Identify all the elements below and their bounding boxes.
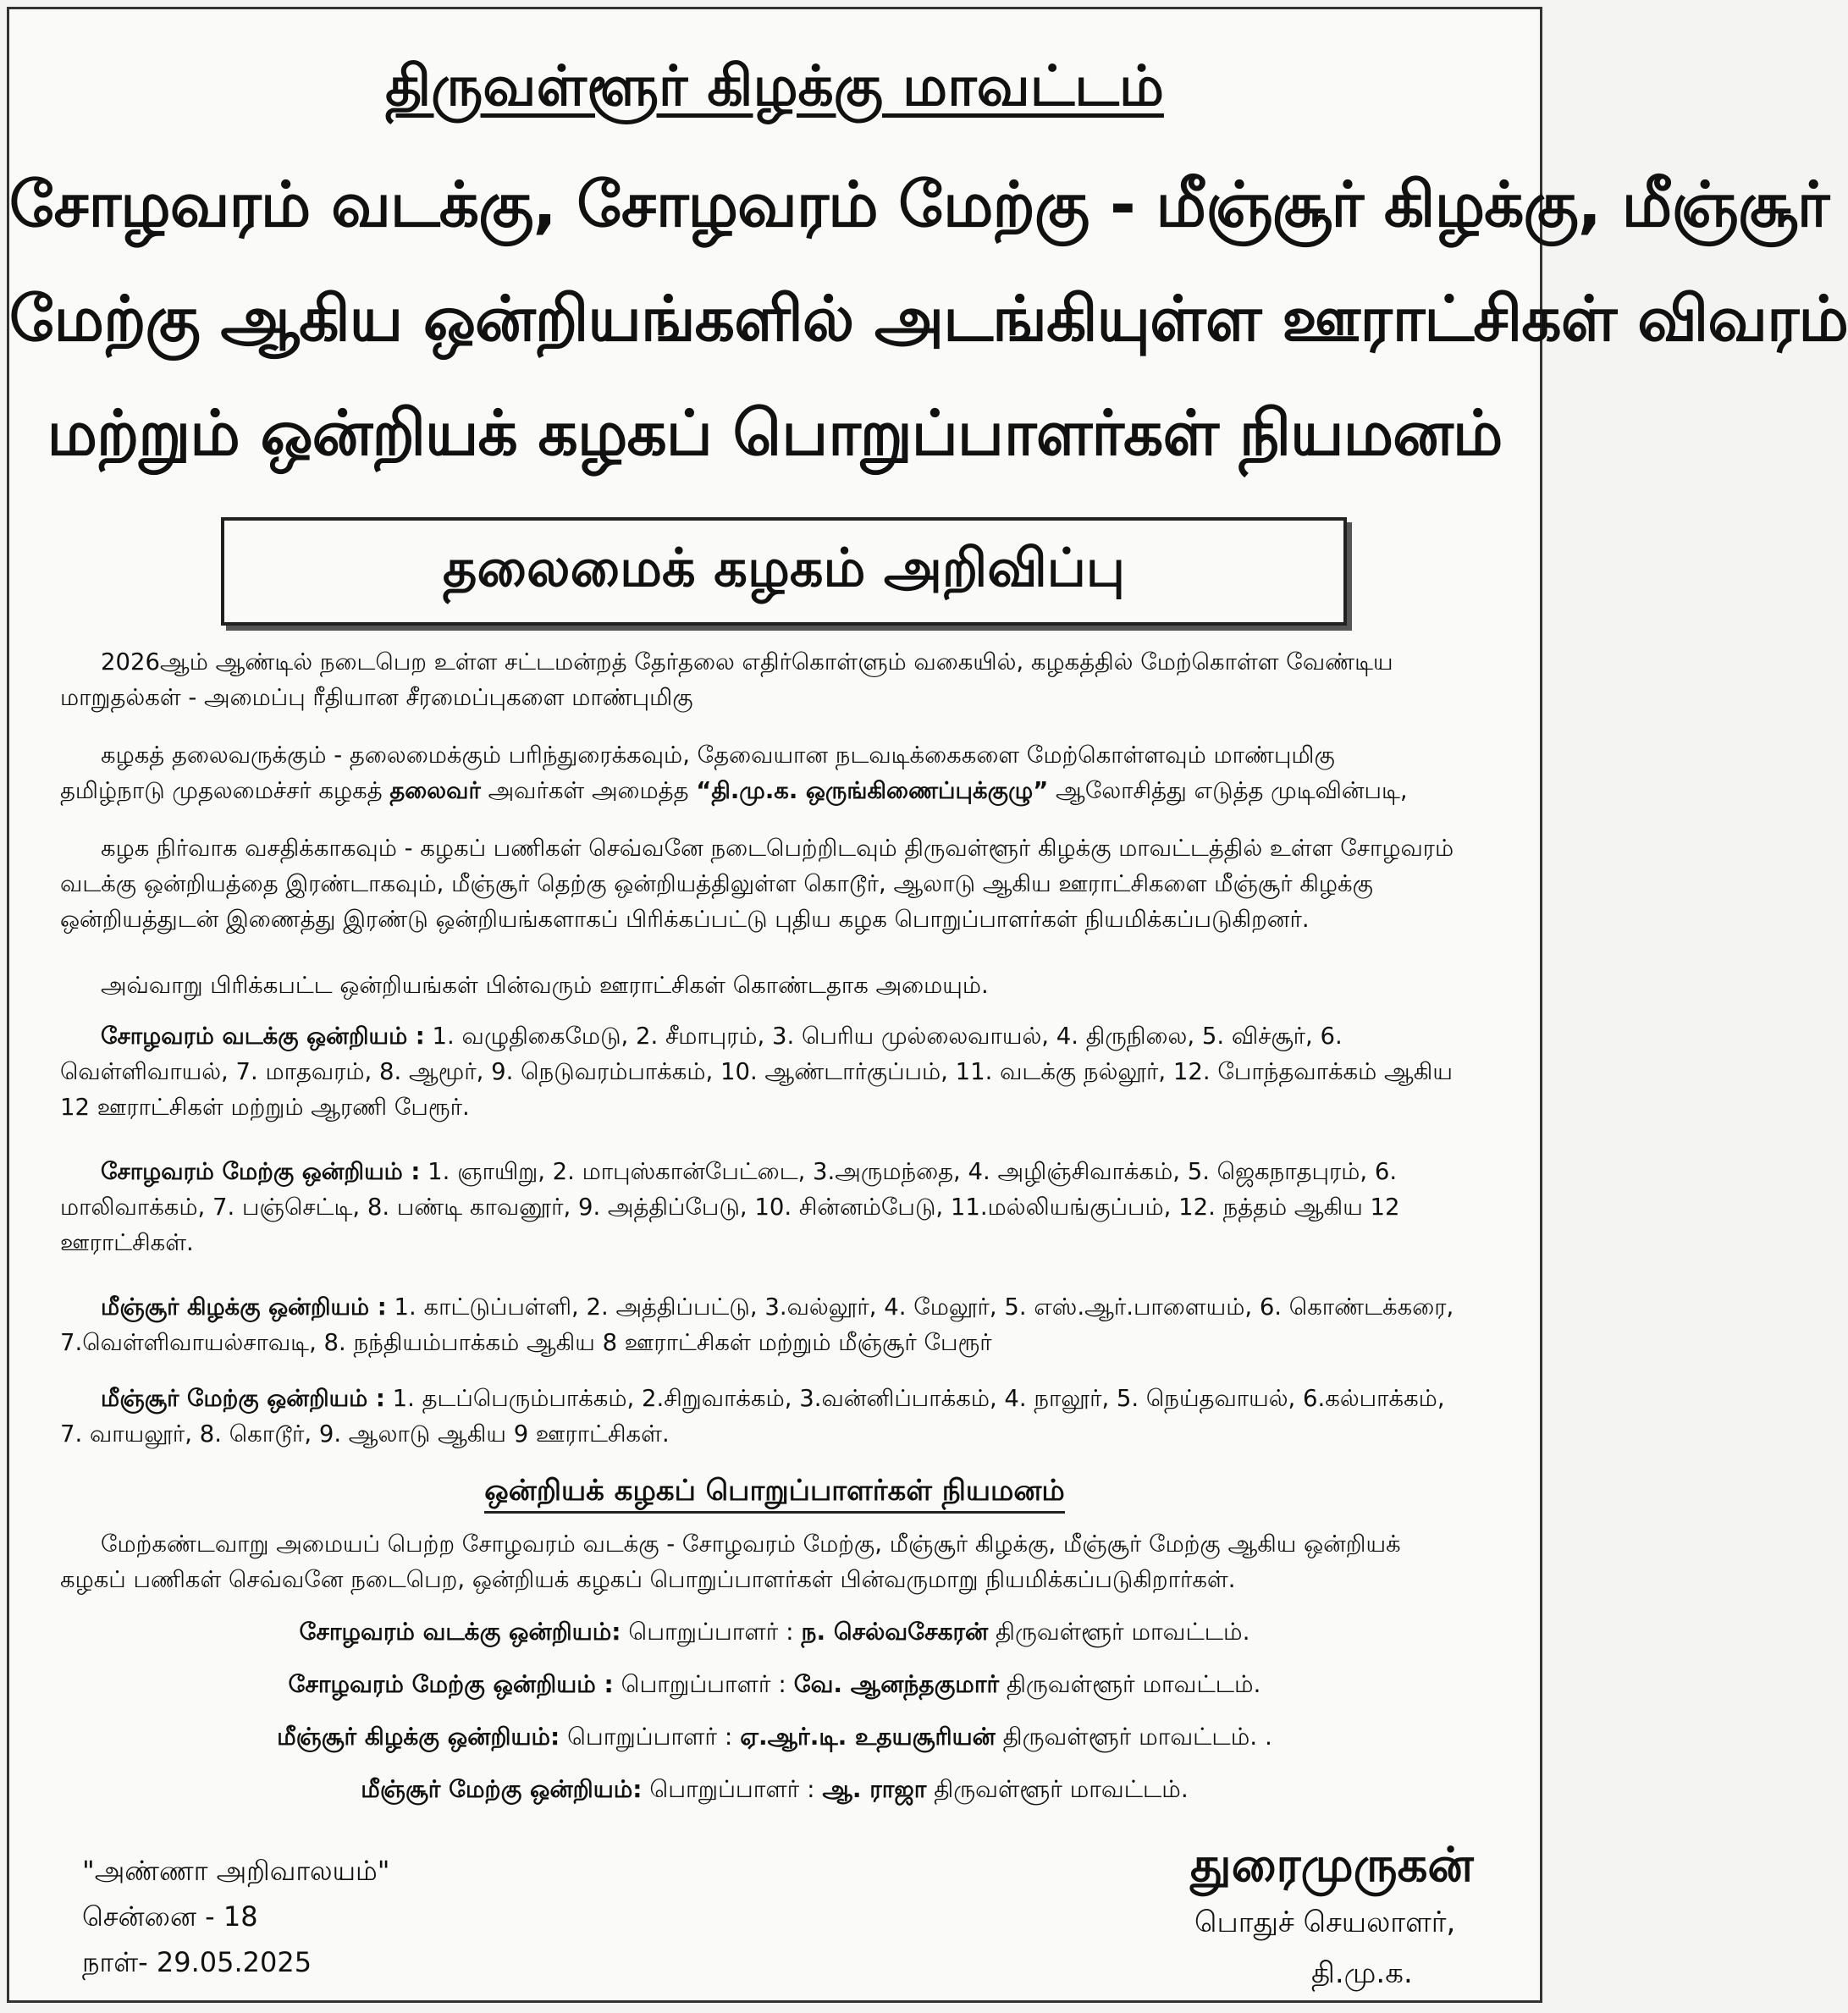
appointment-row: மீஞ்சூர் கிழக்கு ஒன்றியம்: பொறுப்பாளர் : ஏ.ஆர்.டி. உதயசூரியன் திருவள்ளூர் மாவட்டம். .	[277, 1723, 1272, 1751]
footer-city: சென்னை - 18	[82, 1900, 258, 1933]
district-title: திருவள்ளூர் கிழக்கு மாவட்டம்	[385, 53, 1164, 119]
appointment-row: சோழவரம் வடக்கு ஒன்றியம்: பொறுப்பாளர் : ந. செல்வசேகரன் திருவள்ளூர் மாவட்டம்.	[299, 1618, 1250, 1646]
appointment-row: மீஞ்சூர் மேற்கு ஒன்றியம்: பொறுப்பாளர் : ஆ. ராஜா திருவள்ளூர் மாவட்டம்.	[361, 1775, 1189, 1803]
signatory-name: துரைமுருகன்	[1190, 1838, 1474, 1893]
intro-paragraph-2: கழகத் தலைவருக்கும் - தலைமைக்கும் பரிந்துரைக்கவும், தேவையான நடவடிக்கைகளை மேற்கொள்ளவும் மாண்புமிகு தமிழ்நாடு முதலமைச்சர் கழகத் தலைவர் அவர்கள் அமைத்த “தி.மு.க. ஒருங்கிணைப்புக்குழு” ஆலோசித்து எடுத்த முடிவின்படி,	[60, 742, 1408, 804]
notice-page	[7, 7, 1848, 2003]
appointment-heading: ஒன்றியக் கழகப் பொறுப்பாளர்கள் நியமனம்	[9, 1474, 1540, 1511]
notice-title: தலைமைக் கழகம் அறிவிப்பு	[442, 537, 1126, 598]
union-list-cholavaram-west: சோழவரம் மேற்கு ஒன்றியம் : 1. ஞாயிறு, 2. மாபுஸ்கான்பேட்டை, 3.அருமந்தை, 4. அழிஞ்சிவாக்கம், 5. ஜெகநாதபுரம், 6. மாலிவாக்கம், 7. பஞ்செட்டி, 8. பண்டி காவனூர், 9. அத்திப்பேடு, 10. சின்னம்பேடு, 11.மல்லியங்குப்பம், 12. நத்தம் ஆகிய 12 ஊராட்சிகள்.	[60, 1158, 1400, 1256]
signatory-party: தி.மு.க.	[1311, 1956, 1413, 1990]
intro-paragraph-1: 2026ஆம் ஆண்டில் நடைபெற உள்ள சட்டமன்றத் தேர்தலை எதிர்கொள்ளும் வகையில், கழகத்தில் மேற்கொள்ள வேண்டிய மாறுதல்கள் - அமைப்பு ரீதியான சீரமைப்புகளை மாண்புமிகு	[60, 648, 1393, 711]
union-list-cholavaram-north: சோழவரம் வடக்கு ஒன்றியம் : 1. வழுதிகைமேடு, 2. சீமாபுரம், 3. பெரிய முல்லைவாயல், 4. திருநிலை, 5. விச்சூர், 6. வெள்ளிவாயல், 7. மாதவரம், 8. ஆமூர், 9. நெடுவரம்பாக்கம், 10. ஆண்டார்குப்பம், 11. வடக்கு நல்லூர், 12. போந்தவாக்கம் ஆகிய 12 ஊராட்சிகள் மற்றும் ஆரணி பேரூர்.	[60, 1023, 1453, 1121]
intro-paragraph-3: கழக நிர்வாக வசதிக்காகவும் - கழகப் பணிகள் செவ்வனே நடைபெற்றிடவும் திருவள்ளூர் கிழக்கு மாவட்டத்தில் உள்ள சோழவரம் வடக்கு ஒன்றியத்தை இரண்டாகவும், மீஞ்சூர் தெற்கு ஒன்றியத்திலுள்ள கொடூர், ஆலாடு ஆகிய ஊராட்சிகளை மீஞ்சூர் கிழக்கு ஒன்றியத்துடன் இணைத்து இரண்டு ஒன்றியங்களாகப் பிரிக்கப்பட்டு புதிய கழக பொறுப்பாளர்கள் நியமிக்கப்படுகிறனர்.	[60, 835, 1454, 933]
headline-line-2: மேற்கு ஆகிய ஒன்றியங்களில் அடங்கியுள்ள ஊராட்சிகள் விவரம்	[9, 283, 1848, 356]
notice-title-box	[221, 517, 1347, 626]
footer-address	[82, 1848, 390, 1985]
footer-date: நாள்- 29.05.2025	[82, 1946, 312, 1978]
appointment-row: சோழவரம் மேற்கு ஒன்றியம் : பொறுப்பாளர் : வே. ஆனந்தகுமார் திருவள்ளூர் மாவட்டம்.	[288, 1670, 1261, 1698]
headline-line-1: சோழவரம் வடக்கு, சோழவரம் மேற்கு - மீஞ்சூர் கிழக்கு, மீஞ்சூர்	[9, 168, 1829, 241]
headline-line-3: மற்றும் ஒன்றியக் கழகப் பொறுப்பாளர்கள் நியமனம்	[47, 397, 1503, 470]
intro-paragraph-4: அவ்வாறு பிரிக்கபட்ட ஒன்றியங்கள் பின்வரும் ஊராட்சிகள் கொண்டதாக அமையும்.	[101, 972, 989, 999]
union-list-minjur-east: மீஞ்சூர் கிழக்கு ஒன்றியம் : 1. காட்டுப்பள்ளி, 2. அத்திப்பட்டு, 3.வல்லூர், 4. மேலூர், 5. எஸ்.ஆர்.பாளையம், 6. கொண்டக்கரை, 7.வெள்ளிவாயல்சாவடி, 8. நந்தியம்பாக்கம் ஆகிய 8 ஊராட்சிகள் மற்றும் மீஞ்சூர் பேரூர்	[60, 1293, 1454, 1356]
signatory-role: பொதுச் செயலாளர்,	[1194, 1905, 1456, 1939]
union-list-minjur-west: மீஞ்சூர் மேற்கு ஒன்றியம் : 1. தடப்பெரும்பாக்கம், 2.சிறுவாக்கம், 3.வன்னிப்பாக்கம், 4. நாலூர், 5. நெய்தவாயல், 6.கல்பாக்கம், 7. வாயலூர், 8. கொடூர், 9. ஆலாடு ஆகிய 9 ஊராட்சிகள்.	[60, 1385, 1445, 1448]
footer-place: "அண்ணா அறிவாலயம்"	[82, 1855, 390, 1887]
appointment-intro: மேற்கண்டவாறு அமையப் பெற்ற சோழவரம் வடக்கு - சோழவரம் மேற்கு, மீஞ்சூர் கிழக்கு, மீஞ்சூர் மேற்கு ஆகிய ஒன்றியக் கழகப் பணிகள் செவ்வனே நடைபெற, ஒன்றியக் கழகப் பொறுப்பாளர்கள் பின்வருமாறு நியமிக்கப்படுகிறார்கள்.	[60, 1530, 1401, 1593]
